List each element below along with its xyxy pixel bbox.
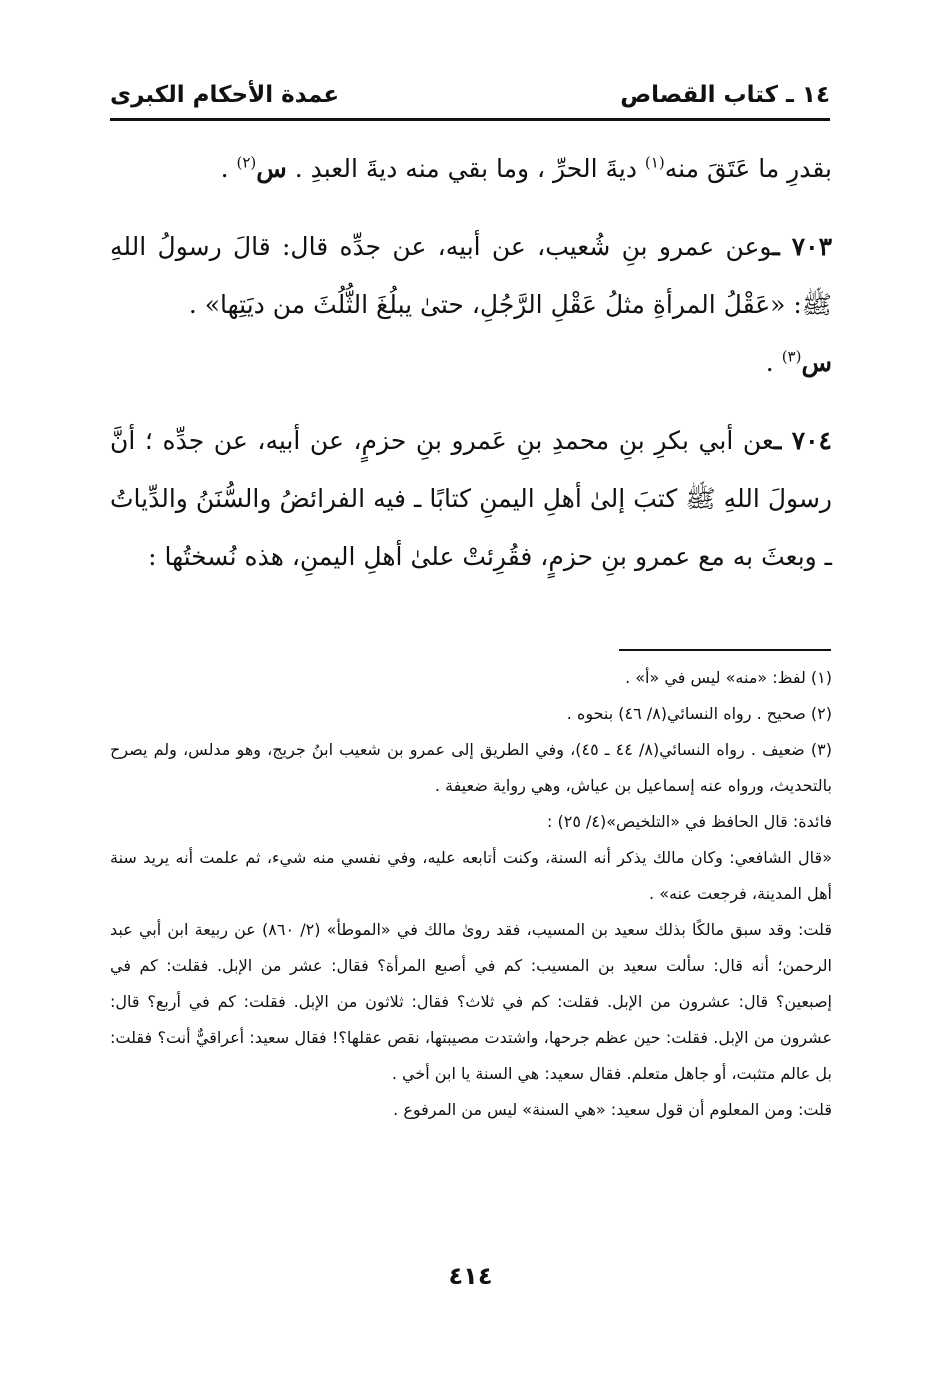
- chapter-title: ١٤ ـ كتاب القصاص: [620, 82, 830, 108]
- paragraph-continuation: [110, 140, 832, 198]
- footnote-faida: فائدة: قال الحافظ في «التلخيص»(٤/ ٢٥) :: [547, 812, 832, 831]
- page-number: ٤١٤: [448, 1262, 493, 1290]
- grading-symbol: س: [256, 154, 287, 183]
- grading-symbol-703: س: [801, 348, 832, 377]
- hadith-703-end: .: [765, 348, 782, 377]
- footnote-2: (٢) صحيح . رواه النسائي(٨/ ٤٦) بنحوه .: [566, 704, 832, 723]
- footnote-comment-1: قلت: وقد سبق مالكًا بذلك سعيد بن المسيب، فقد روىٰ مالك في «الموطأ» (٢/ ٨٦٠) عن ربيعة ابن أبي عبد الرحمن؛ أنه قال: سألت سعيد بن المسيب: كم في أصبع المرأة؟ فقال: عشر من الإبل. فقلت: كم في إصبعين؟ قال: عشرون من الإبل. فقلت: كم في ثلاث؟ فقال: ثلاثون من الإبل. فقلت: كم في أربع؟ قال: عشرون من الإبل. فقلت: حين عظم جرحها، واشتدت مصيبتها، نقص عقلها؟! فقال سعيد: أعراقيٌّ أنت؟ فقلت: بل عالم متثبت، أو جاهل متعلم. فقال سعيد: هي السنة يا ابن أخي .: [110, 920, 832, 1083]
- footnote-3: (٣) ضعيف . رواه النسائي(٨/ ٤٤ ـ ٤٥)، وفي الطريق إلى عمرو بن شعيب ابنُ جريج، وهو مدلس، ولم يصرح بالتحديث، ورواه عنه إسماعيل بن عياش، وهي رواية ضعيفة .: [110, 740, 832, 795]
- footnote-ref-3: (٣): [781, 347, 802, 366]
- footnote-1: (١) لفظ: «منه» ليس في «أ» .: [625, 668, 832, 687]
- continuation-text-a: بقدرِ ما عَتَقَ منه: [664, 154, 832, 183]
- footnote-ref-2: (٢): [236, 153, 257, 172]
- continuation-text-b: ديةَ الحرِّ ، وما بقي منه ديةَ العبدِ .: [286, 154, 645, 183]
- main-text: [110, 140, 832, 586]
- hadith-704: [110, 412, 832, 586]
- footnote-shafii-quote: «قال الشافعي: وكان مالك يذكر أنه السنة، وكنت أتابعه عليه، وفي نفسي منه شيء، ثم علمت أنه يريد سنة أهل المدينة، فرجعت عنه» .: [110, 848, 832, 903]
- continuation-end: .: [220, 154, 237, 183]
- footnote-ref-1: (١): [644, 153, 665, 172]
- hadith-704-text: عن أبي بكرِ بنِ محمدِ بنِ عَمرو بنِ حزمٍ، عن أبيه، عن جدِّه ؛ أنَّ رسولَ اللهِ ﷺ كتبَ إلىٰ أهلِ اليمنِ كتابًا ـ فيه الفرائضُ والسُّنَنُ والدِّياتُ ـ وبعثَ به مع عمرو بنِ حزمٍ، فقُرِئتْ علىٰ أهلِ اليمنِ، هذه نُسختُها :: [110, 426, 832, 571]
- footnote-divider: [619, 649, 831, 651]
- footnote-comment-2: قلت: ومن المعلوم أن قول سعيد: «هي السنة» ليس من المرفوع .: [393, 1100, 832, 1119]
- hadith-number-704: ٧٠٤ ـ: [773, 426, 832, 455]
- hadith-number-703: ٧٠٣ ـ: [772, 232, 833, 261]
- footnotes: [110, 660, 832, 1128]
- book-title: عمدة الأحكام الكبرى: [110, 82, 340, 108]
- hadith-703: [110, 218, 832, 392]
- hadith-703-text: وعن عمرو بنِ شُعيب، عن أبيه، عن جدِّه قال: قالَ رسولُ اللهِ ﷺ: «عَقْلُ المرأةِ مثلُ عَقْلِ الرَّجُلِ، حتىٰ يبلُغَ الثُّلُثَ من ديَتِها» .: [110, 232, 832, 319]
- running-header: [110, 78, 830, 121]
